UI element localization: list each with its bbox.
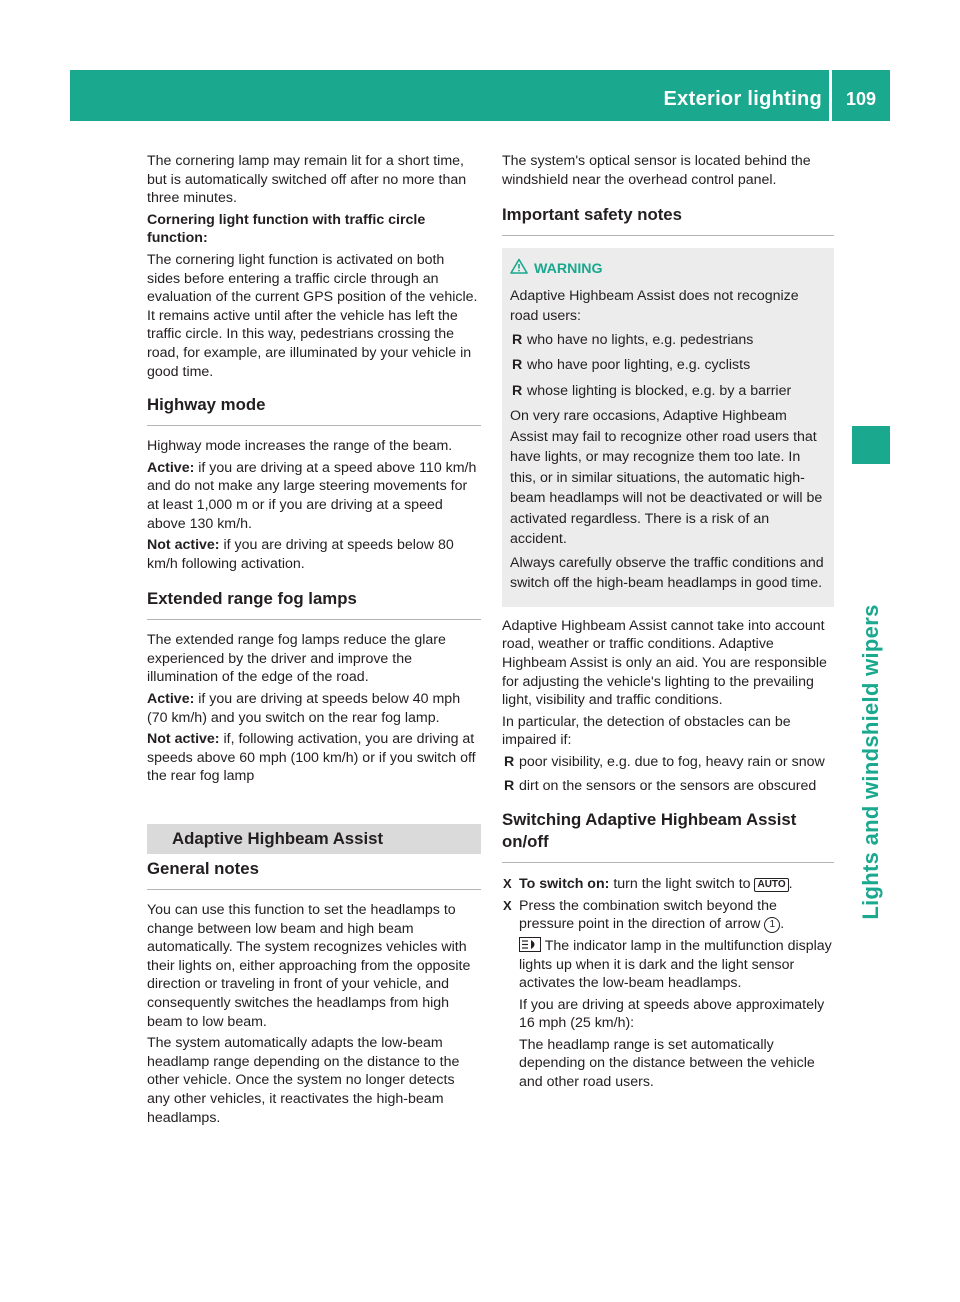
not-active-text: if, following activation, you are driving at speeds above 60 mph (100 km/h) or if you switch off the rear fog lamp <box>147 731 476 785</box>
speed-condition-text: If you are driving at speeds above approximately 16 mph (25 km/h): <box>519 996 825 1032</box>
general-notes-p1: You can use this function to set the headlamps to change between low beam and high beam automatically. The system recognizes vehicles with their lights on, either approaching from the opposite direction or traveling in front of your vehicle, and consequently switches the headlamps from high beam to low beam. <box>147 902 471 1030</box>
general-notes-heading: General notes <box>147 858 481 890</box>
step-text: Press the combination switch beyond the pressure point in the direction of arrow <box>519 897 777 933</box>
highway-not-active <box>147 536 481 573</box>
list-item: R whose lighting is blocked, e.g. by a barrier <box>510 381 826 402</box>
warning-triangle-icon <box>510 258 528 280</box>
general-notes-p2: The system automatically adapts the low-beam headlamp range depending on the distance to the other vehicle. Once the system no longer detects any other vehicles, it reactivates the high-beam headlamps. <box>147 1035 460 1126</box>
section-heading: Adaptive Highbeam Assist <box>147 824 481 854</box>
active-label: Active: <box>147 459 195 476</box>
right-column <box>502 152 834 1095</box>
safety-notes-heading: Important safety notes <box>502 204 834 236</box>
warning-text-2: On very rare occasions, Adaptive Highbeam Assist may fail to recognize other road users that have lights, or may recognize them too late. In this, or in similar situations, the automatic high-beam headlamps will not be deactivated or will be activated regardless. There is a risk of an accident. <box>510 408 823 548</box>
indicator-lamp-caption: The indicator lamp in the multifunction display lights up when it is dark and the light sensor activates the low-beam headlamps. <box>519 937 832 992</box>
headlamp-range-text: The headlamp range is set automatically depending on the distance between the vehicle and other road users. <box>519 1036 815 1091</box>
left-column <box>147 152 481 1130</box>
warning-intro: Adaptive Highbeam Assist does not recognize road users: <box>510 287 799 325</box>
warning-text-3: Always carefully observe the traffic conditions and switch off the high-beam headlamps in good time. <box>510 554 824 592</box>
conditions-text: Adaptive Highbeam Assist cannot take into account road, weather or traffic conditions. Adaptive Highbeam Assist is only an aid. You are responsible for adjusting the vehicle's lighting to the prevailing light, visibility and traffic conditions. <box>502 617 827 709</box>
traffic-circle-heading: Cornering light function with traffic circle function: <box>147 211 426 247</box>
bullet-icon: R <box>512 382 523 399</box>
chapter-title: Exterior lighting <box>663 88 822 110</box>
sensor-location-text: The system's optical sensor is located behind the windshield near the overhead control panel. <box>502 153 811 188</box>
auto-light-icon: AUTO <box>754 878 788 892</box>
arrow-number-icon: 1 <box>764 917 780 933</box>
obstacle-list <box>502 753 834 795</box>
highway-mode-heading: Highway mode <box>147 394 481 426</box>
step-text: turn the light switch to <box>609 876 755 893</box>
not-active-text: if you are driving at speeds below 80 km/h following activation. <box>147 537 454 572</box>
bullet-icon: R <box>512 357 523 374</box>
active-label: Active: <box>147 691 195 708</box>
highway-active <box>147 459 481 533</box>
fog-not-active <box>147 730 481 786</box>
list-item: R dirt on the sensors or the sensors are obscured <box>504 777 817 794</box>
list-item: R poor visibility, e.g. due to fog, heavy rain or snow <box>504 753 825 770</box>
not-active-label: Not active: <box>147 731 220 748</box>
active-text: if you are driving at a speed above 110 km/h and do not make any large steering movements for at least 1,000 m or if you are driving at a speed above 130 km/h. <box>147 459 477 532</box>
step-arrow-icon: X <box>503 876 512 892</box>
step-arrow-icon: X <box>503 897 512 913</box>
warning-title: WARNING <box>534 260 603 277</box>
step-combination-switch: X Press the combination switch beyond the pressure point in the direction of arrow 1 . <box>503 897 785 933</box>
bullet-icon: R <box>512 331 523 348</box>
step-label: To switch on: <box>519 876 610 893</box>
obstacles-intro: In particular, the detection of obstacles can be impaired if: <box>502 713 791 749</box>
warning-box <box>502 248 834 607</box>
indicator-lamp-text <box>502 937 834 993</box>
bullet-icon: R <box>504 777 515 794</box>
page-header <box>70 70 890 121</box>
bullet-icon: R <box>504 753 515 770</box>
highway-mode-text: Highway mode increases the range of the beam. <box>147 438 453 455</box>
switching-heading: Switching Adaptive Highbeam Assist on/off <box>502 809 834 863</box>
cornering-intro: The cornering lamp may remain lit for a short time, but is automatically switched off after no more than three minutes. <box>147 153 467 207</box>
side-tab-label: Lights and windshield wipers <box>858 604 883 920</box>
active-text: if you are driving at speeds below 40 mph (70 km/h) and you switch on the rear fog lamp. <box>147 691 461 726</box>
fog-lamps-text: The extended range fog lamps reduce the glare experienced by the driver and improve the illumination of the edge of the road. <box>147 632 446 686</box>
fog-active <box>147 690 481 727</box>
side-tab-marker <box>852 426 890 464</box>
warning-header <box>510 258 826 280</box>
list-item: R who have poor lighting, e.g. cyclists <box>510 355 826 376</box>
traffic-circle-text: The cornering light function is activated on both sides before entering a traffic circle through an evaluation of the current GPS position of the vehicle. It remains active until after the vehicle has left the traffic circle. In this way, pedestrians crossing the road, for example, are illuminated by your vehicle in good time. <box>147 251 478 380</box>
list-item: R who have no lights, e.g. pedestrians <box>510 330 826 351</box>
warning-list <box>510 330 826 402</box>
not-active-label: Not active: <box>147 537 220 554</box>
fog-lamps-heading: Extended range fog lamps <box>147 588 481 620</box>
highbeam-assist-icon <box>519 937 541 952</box>
page-number: 109 <box>845 89 877 109</box>
step-switch-on: X To switch on: turn the light switch to AUTO . <box>503 876 793 893</box>
